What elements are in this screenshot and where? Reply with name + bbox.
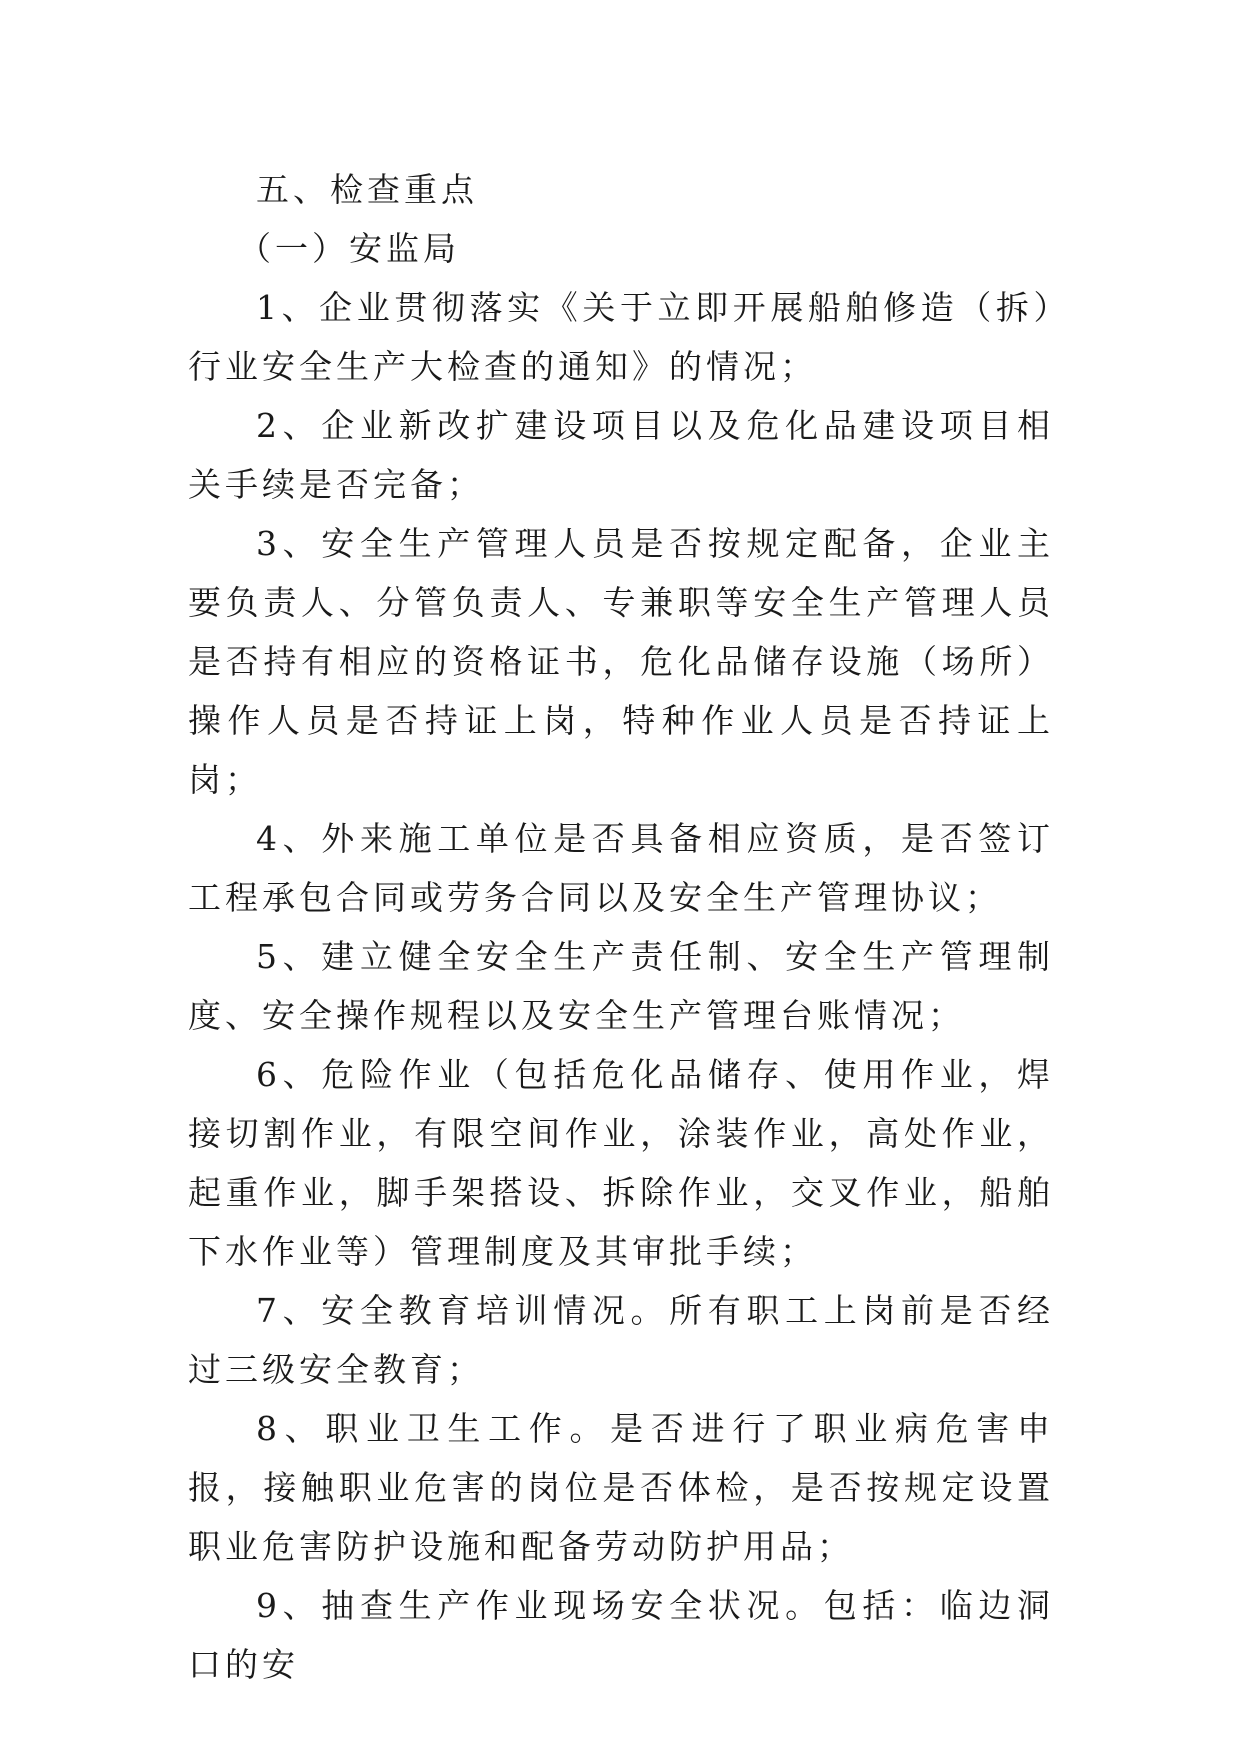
list-item-8: 8、职业卫生工作。是否进行了职业病危害申报，接触职业危害的岗位是否体检，是否按规定设置职业危害防护设施和配备劳动防护用品； — [188, 1409, 1054, 1566]
section-heading: 五、检查重点 — [256, 170, 478, 209]
list-item-1: 1、企业贯彻落实《关于立即开展船舶修造（拆）行业安全生产大检查的通知》的情况； — [188, 288, 1054, 386]
list-item-5: 5、建立健全安全生产责任制、安全生产管理制度、安全操作规程以及安全生产管理台账情况； — [188, 937, 1054, 1035]
list-item-2: 2、企业新改扩建设项目以及危化品建设项目相关手续是否完备； — [188, 406, 1054, 504]
list-item-9: 9、抽查生产作业现场安全状况。包括：临边洞口的安 — [188, 1586, 1054, 1684]
subsection-heading: （一）安监局 — [238, 229, 460, 268]
list-item-4: 4、外来施工单位是否具备相应资质，是否签订工程承包合同或劳务合同以及安全生产管理协议； — [188, 819, 1054, 917]
document-body — [188, 160, 1054, 1694]
list-item-6: 6、危险作业（包括危化品储存、使用作业，焊接切割作业，有限空间作业，涂装作业，高处作业，起重作业，脚手架搭设、拆除作业，交叉作业，船舶下水作业等）管理制度及其审批手续； — [188, 1055, 1054, 1271]
list-item-7: 7、安全教育培训情况。所有职工上岗前是否经过三级安全教育； — [188, 1291, 1054, 1389]
list-item-3: 3、安全生产管理人员是否按规定配备，企业主要负责人、分管负责人、专兼职等安全生产管理人员是否持有相应的资格证书，危化品储存设施（场所）操作人员是否持证上岗，特种作业人员是否持证上岗； — [188, 524, 1054, 799]
